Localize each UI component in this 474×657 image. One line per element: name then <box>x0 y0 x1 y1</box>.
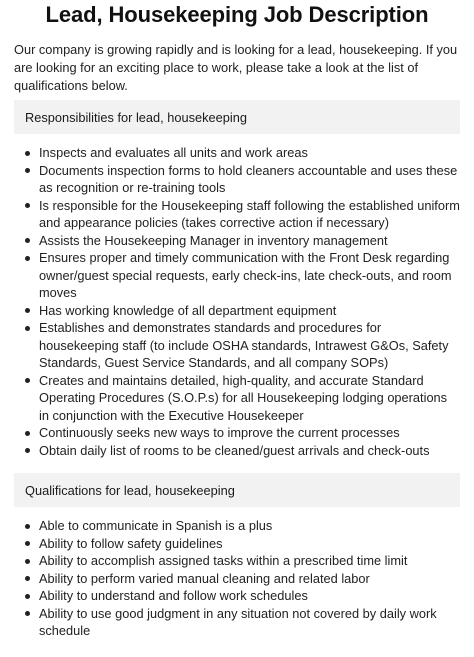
list-item: Inspects and evaluates all units and work areas <box>0 144 460 162</box>
list-item: Ability to use good judgment in any situation not covered by daily work schedule <box>0 605 460 640</box>
list-item: Assists the Housekeeping Manager in inventory management <box>0 232 460 250</box>
list-item: Ensures proper and timely communication with the Front Desk regarding owner/guest special requests, early check-ins, late check-outs, and room moves <box>0 249 460 302</box>
qualifications-list <box>0 517 460 640</box>
list-item: Ability to understand and follow work schedules <box>0 587 460 605</box>
responsibilities-heading <box>14 100 460 134</box>
list-item: Is responsible for the Housekeeping staff following the established uniform and appearance policies (takes corrective action if necessary) <box>0 197 460 232</box>
list-item: Ability to accomplish assigned tasks within a prescribed time limit <box>0 552 460 570</box>
page-title: Lead, Housekeeping Job Description <box>45 2 429 27</box>
responsibilities-heading-label: Responsibilities for lead, housekeeping <box>25 109 247 125</box>
list-item: Ability to follow safety guidelines <box>0 535 460 553</box>
list-item: Able to communicate in Spanish is a plus <box>0 517 460 535</box>
qualifications-heading-label: Qualifications for lead, housekeeping <box>25 482 235 498</box>
list-item: Has working knowledge of all department equipment <box>0 302 460 320</box>
list-item: Creates and maintains detailed, high-quality, and accurate Standard Operating Procedures (S.O.P.s) for all Housekeeping lodging operations in conjunction with the Executive Housekeeper <box>0 372 460 425</box>
list-item: Establishes and demonstrates standards and procedures for housekeeping staff (to include OSHA standards, Intrawest G&Os, Safety Standards, Guest Service Standards, and all company SOPs) <box>0 319 460 372</box>
list-item: Ability to perform varied manual cleaning and related labor <box>0 570 460 588</box>
responsibilities-list <box>0 144 460 459</box>
intro-paragraph: Our company is growing rapidly and is looking for a lead, housekeeping. If you are looking for an exciting place to work, please take a look at the list of qualifications below. <box>14 42 458 93</box>
list-item: Obtain daily list of rooms to be cleaned/guest arrivals and check-outs <box>0 442 460 460</box>
list-item: Continuously seeks new ways to improve the current processes <box>0 424 460 442</box>
qualifications-heading <box>14 473 460 507</box>
list-item: Documents inspection forms to hold cleaners accountable and uses these as recognition or re-training tools <box>0 162 460 197</box>
